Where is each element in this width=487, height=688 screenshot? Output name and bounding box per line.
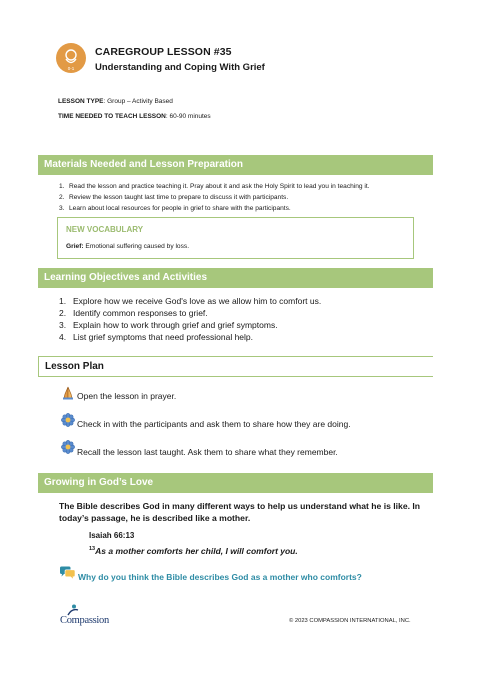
vocabulary-term: Grief: [66,243,84,250]
lesson-type-value: : Group – Activity Based [103,98,173,105]
logo-age-label: 0-1 [67,66,75,71]
objective-num: 2. [59,308,67,318]
materials-item [59,183,370,190]
compassion-brand: Compassion [60,615,109,626]
objective-text: Identify common responses to grief. [73,308,208,318]
flower-icon [61,440,75,454]
materials-item-text: Review the lesson taught last time to prepare to discuss it with participants. [69,194,289,201]
vocabulary-title: NEW VOCABULARY [66,225,144,234]
time-needed-value: : 60-90 minutes [165,113,211,120]
objective-item [59,320,278,330]
verse-number: 13 [89,546,96,553]
page-title: CAREGROUP LESSON #35 [95,46,232,58]
verse-text: As a mother comforts her child, I will comfort you. [95,546,298,556]
materials-item-num: 1. [59,183,65,190]
time-needed-label: TIME NEEDED TO TEACH LESSON [58,113,166,120]
growing-heading: Growing in God’s Love [38,473,433,493]
time-needed-line [58,113,211,120]
materials-heading: Materials Needed and Lesson Preparation [38,155,433,175]
materials-item [59,194,288,201]
objective-text: Explain how to work through grief and grief symptoms. [73,320,278,330]
objective-text: List grief symptoms that need professional help. [73,332,254,342]
page-subtitle: Understanding and Coping With Grief [95,62,265,73]
materials-item [59,205,291,212]
materials-item-text: Learn about local resources for people in grief to share with the participants. [69,205,291,212]
plan-item-text: Recall the lesson last taught. Ask them to share what they remember. [77,447,338,457]
objectives-heading: Learning Objectives and Activities [38,268,433,288]
materials-item-num: 2. [59,194,65,201]
objective-num: 4. [59,332,67,342]
objective-num: 1. [59,296,67,306]
plan-item-text: Check in with the participants and ask them to share how they are doing. [77,419,351,429]
objective-item [59,332,253,342]
objective-item [59,308,208,318]
lesson-plan-heading-text: Lesson Plan [45,361,104,372]
vocabulary-definition: Emotional suffering caused by loss. [83,243,190,250]
lesson-type-label: LESSON TYPE [58,98,104,105]
materials-item-text: Read the lesson and practice teaching it. Pray about it and ask the Holy Spirit to lead you in teaching it. [69,183,370,190]
objective-text: Explore how we receive God's love as we allow him to comfort us. [73,296,322,306]
verse-reference: Isaiah 66:13 [89,531,135,540]
copyright-text: © 2023 COMPASSION INTERNATIONAL, INC. [289,618,411,624]
growing-paragraph: The Bible describes God in many different ways to help us understand what he is like. In today’s passage, he is described like a mother. [59,501,421,523]
materials-item-num: 3. [59,205,65,212]
lesson-logo-icon [56,43,86,73]
discussion-bubbles-icon [59,566,76,581]
objective-item [59,296,321,306]
vocabulary-box [57,217,414,259]
lesson-type-line [58,98,173,105]
flower-icon [61,413,75,427]
discussion-question: Why do you think the Bible describes God as a mother who comforts? [78,572,362,582]
compassion-logo-icon [66,603,80,615]
vocabulary-entry [66,243,189,250]
plan-item-text: Open the lesson in prayer. [77,391,177,401]
lesson-plan-heading [38,356,433,377]
objective-num: 3. [59,320,67,330]
verse-text-line [89,546,298,556]
praying-hands-icon [61,386,75,400]
